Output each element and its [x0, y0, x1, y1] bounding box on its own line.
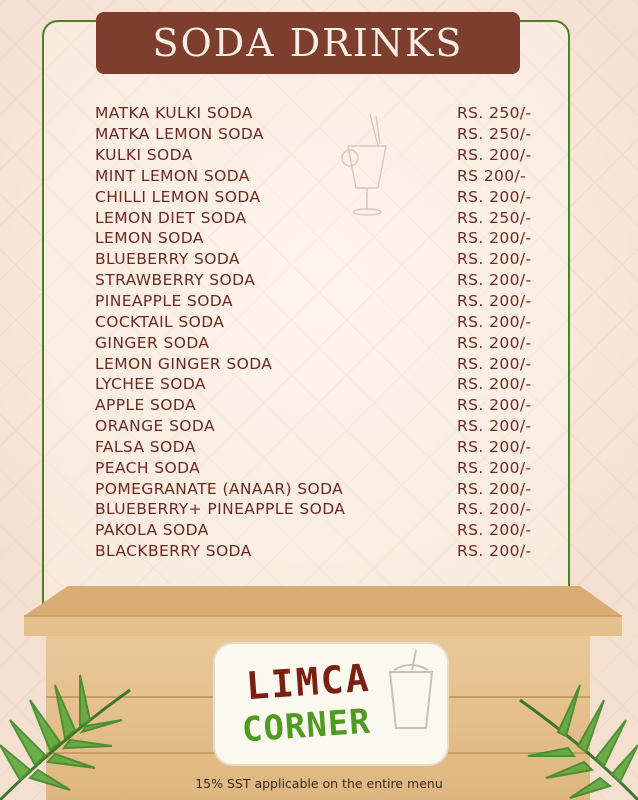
menu-item-price: RS. 250/-: [457, 125, 532, 144]
menu-item: [95, 520, 535, 541]
menu-item: [95, 124, 535, 145]
menu-item-name: BLACKBERRY SODA: [95, 542, 252, 561]
menu-item: [95, 332, 535, 353]
menu-item: [95, 228, 535, 249]
menu-item-price: RS. 200/-: [457, 396, 532, 415]
menu-item-name: CHILLI LEMON SODA: [95, 187, 261, 206]
counter-top: [24, 586, 622, 636]
menu-item: [95, 145, 535, 166]
menu-item-name: PINEAPPLE SODA: [95, 292, 233, 311]
menu-item-name: LEMON SODA: [95, 229, 204, 248]
menu-item-price: RS. 200/-: [457, 271, 532, 290]
menu-item-price: RS. 200/-: [457, 312, 532, 331]
menu-item-price: RS. 200/-: [457, 375, 532, 394]
menu-item-name: LYCHEE SODA: [95, 375, 206, 394]
menu-item-name: MINT LEMON SODA: [95, 166, 250, 185]
menu-item-price: RS. 250/-: [457, 104, 532, 123]
menu-item-price: RS. 200/-: [457, 146, 532, 165]
menu-item-price: RS. 200/-: [457, 354, 532, 373]
title-banner: [96, 12, 520, 74]
menu-item: [95, 270, 535, 291]
menu-item-price: RS. 200/-: [457, 333, 532, 352]
menu-item: [95, 311, 535, 332]
footer-note: 15% SST applicable on the entire menu: [195, 776, 443, 791]
menu-item-price: RS. 200/-: [457, 292, 532, 311]
menu-item-name: LEMON DIET SODA: [95, 208, 247, 227]
menu-item-name: GINGER SODA: [95, 333, 210, 352]
menu-item-price: RS 200/-: [457, 166, 527, 185]
menu-item-name: KULKI SODA: [95, 146, 193, 165]
menu-item-price: RS. 200/-: [457, 250, 532, 269]
menu-item: [95, 186, 535, 207]
badge-line2: CORNER: [240, 701, 373, 751]
menu-item-name: PAKOLA SODA: [95, 521, 209, 540]
menu-item: [95, 416, 535, 437]
badge-line1: LIMCA: [244, 655, 372, 709]
menu-item: [95, 499, 535, 520]
menu-item: [95, 291, 535, 312]
menu-item-name: BLUEBERRY+ PINEAPPLE SODA: [95, 500, 346, 519]
menu-item-name: COCKTAIL SODA: [95, 312, 225, 331]
menu-item: [95, 541, 535, 562]
menu-item: [95, 103, 535, 124]
menu-item-name: STRAWBERRY SODA: [95, 271, 256, 290]
menu-item-price: RS. 200/-: [457, 500, 532, 519]
page-title: SODA DRINKS: [152, 21, 464, 65]
soda-cup-icon: [382, 648, 440, 732]
menu-item-price: RS. 200/-: [457, 521, 532, 540]
menu-item-name: FALSA SODA: [95, 437, 196, 456]
menu-item: [95, 249, 535, 270]
menu-item-price: RS. 200/-: [457, 417, 532, 436]
menu-item: [95, 437, 535, 458]
menu-item: [95, 166, 535, 187]
menu-item-name: ORANGE SODA: [95, 417, 215, 436]
menu-item-name: MATKA KULKI SODA: [95, 104, 253, 123]
menu-item-price: RS. 200/-: [457, 229, 532, 248]
menu-item-price: RS. 200/-: [457, 437, 532, 456]
menu-item: [95, 457, 535, 478]
menu-item: [95, 353, 535, 374]
menu-item-price: RS. 200/-: [457, 542, 532, 561]
menu-item-name: PEACH SODA: [95, 458, 201, 477]
menu-item-name: APPLE SODA: [95, 396, 196, 415]
menu-item: [95, 374, 535, 395]
menu-item-name: LEMON GINGER SODA: [95, 354, 273, 373]
menu-item-name: MATKA LEMON SODA: [95, 125, 264, 144]
menu-item-name: BLUEBERRY SODA: [95, 250, 240, 269]
menu-item: [95, 478, 535, 499]
menu-list: [95, 103, 535, 562]
menu-item-name: POMEGRANATE (ANAAR) SODA: [95, 479, 344, 498]
menu-item-price: RS. 250/-: [457, 208, 532, 227]
menu-item-price: RS. 200/-: [457, 187, 532, 206]
menu-item-price: RS. 200/-: [457, 458, 532, 477]
menu-item-price: RS. 200/-: [457, 479, 532, 498]
menu-item: [95, 395, 535, 416]
menu-item: [95, 207, 535, 228]
